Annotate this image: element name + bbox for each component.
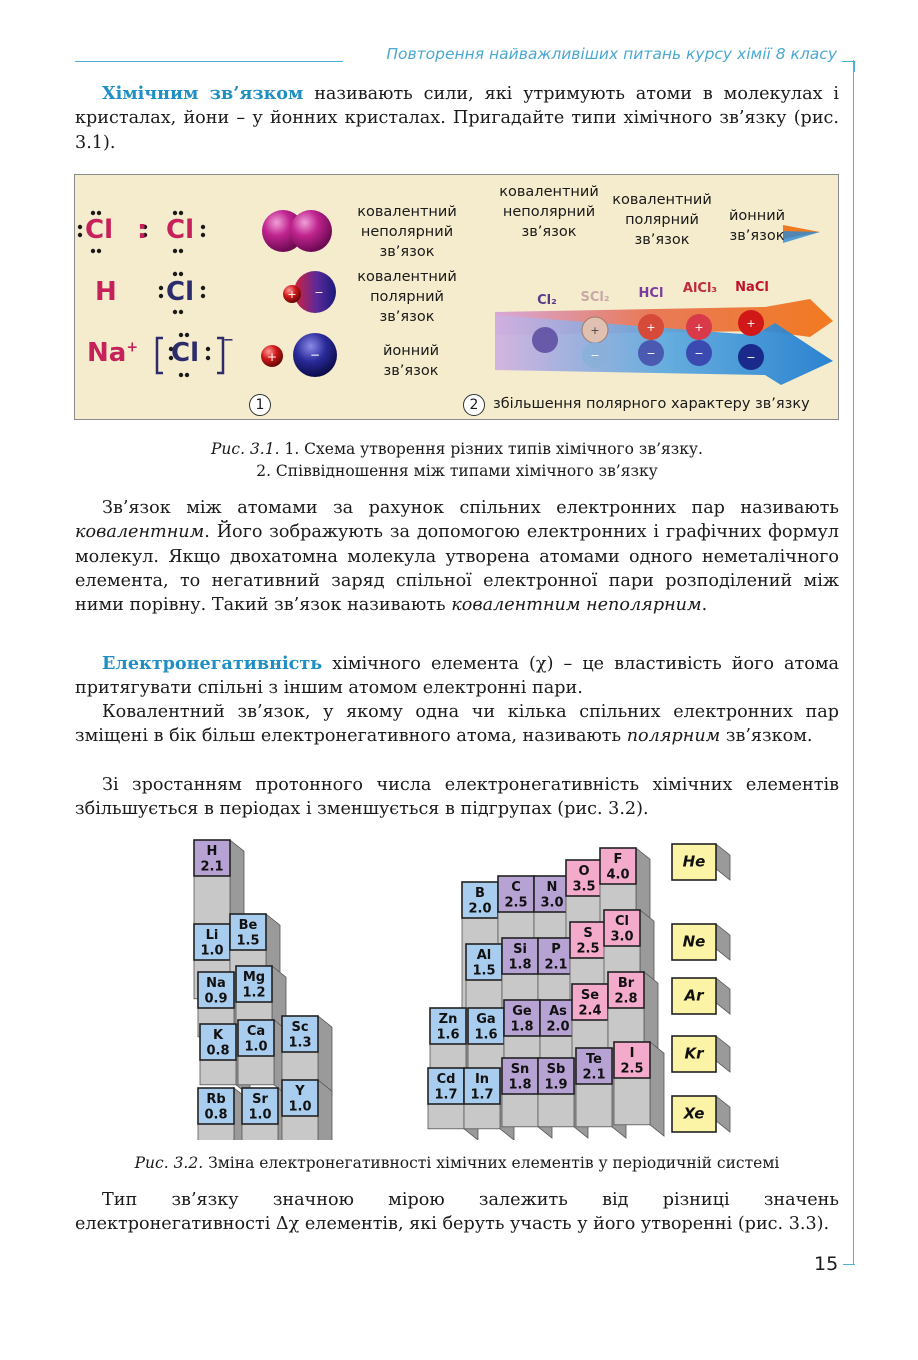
formula-cl-ion: Cl bbox=[171, 338, 199, 368]
electronegativity-value: 1.8 bbox=[510, 1019, 534, 1035]
element-symbol: Kr bbox=[684, 1044, 704, 1063]
term-electronegativity: Електронегативність bbox=[102, 653, 323, 674]
header-ionic: йонний зв’язок bbox=[728, 208, 786, 244]
nonpolar-molecule-model bbox=[262, 210, 332, 252]
element-symbol: Sc bbox=[291, 1020, 309, 1036]
electronegativity-value: 2.0 bbox=[468, 901, 492, 917]
paragraph-trend bbox=[75, 773, 839, 822]
electronegativity-value: 1.6 bbox=[474, 1027, 498, 1043]
svg-text:+: + bbox=[694, 321, 704, 334]
element-symbol: Sr bbox=[252, 1092, 268, 1108]
paragraph-text: Зв’язок між атомами за рахунок спільних електронних пар називають bbox=[102, 498, 839, 518]
element-symbol: C bbox=[511, 880, 521, 896]
electronegativity-value: 3.0 bbox=[610, 929, 634, 945]
svg-text:+: + bbox=[590, 324, 600, 337]
formula-na-charge: + bbox=[126, 339, 139, 356]
element-symbol: Cd bbox=[436, 1072, 456, 1088]
electronegativity-value: 0.8 bbox=[204, 1107, 228, 1123]
electronegativity-value: 2.0 bbox=[546, 1019, 570, 1035]
colon-separator: : bbox=[137, 215, 148, 245]
electronegativity-value: 1.6 bbox=[436, 1027, 460, 1043]
electronegativity-value: 1.5 bbox=[472, 963, 496, 979]
element-symbol: Na bbox=[206, 976, 226, 992]
header-polar: ковалентний полярний зв’язок bbox=[612, 192, 712, 248]
margin-rule bbox=[853, 60, 854, 1265]
cube-ca bbox=[238, 1020, 288, 1096]
electronegativity-value: 2.5 bbox=[620, 1061, 644, 1077]
formula-cl-b: Cl bbox=[166, 215, 194, 245]
electronegativity-value: 1.9 bbox=[544, 1077, 568, 1093]
element-symbol: S bbox=[583, 926, 593, 942]
electronegativity-value: 1.3 bbox=[288, 1035, 312, 1051]
electronegativity-value: 0.9 bbox=[204, 991, 228, 1007]
paragraph-text: Ковалентний зв’язок, у якому одна чи кілька спільних електронних пар зміщені в бік більш електронегативного атома, називають bbox=[75, 702, 839, 747]
electronegativity-value: 2.5 bbox=[576, 941, 600, 957]
electronegativity-value: 1.0 bbox=[200, 943, 224, 959]
element-symbol: Ge bbox=[512, 1004, 532, 1020]
element-symbol: Ga bbox=[476, 1012, 496, 1028]
element-symbol: Zn bbox=[438, 1012, 458, 1028]
electronegativity-value: 1.2 bbox=[242, 985, 266, 1001]
caption-prefix: Рис. 3.1. bbox=[211, 440, 280, 458]
cube-xe bbox=[672, 1096, 730, 1132]
element-symbol: Br bbox=[617, 976, 635, 992]
electronegativity-value: 0.8 bbox=[206, 1043, 230, 1059]
paragraph-text: . Його зображують за допомогою електронних і графічних формул молекул. Якщо двохатомна молекула утворена атомами одного неметалічного елемента, то негативний заряд спільної електронної пари розподілений між ними порівну. Такий зв’язок називають bbox=[75, 522, 839, 616]
electronegativity-value: 2.8 bbox=[614, 991, 638, 1007]
caption-line-2: 2. Співвідношення між типами хімічного зв’язку bbox=[256, 462, 658, 480]
element-symbol: N bbox=[546, 880, 558, 896]
electronegativity-value: 3.0 bbox=[540, 895, 564, 911]
compound-alcl3: AlCl₃ bbox=[682, 281, 718, 296]
element-symbol: In bbox=[474, 1072, 490, 1088]
element-symbol: Be bbox=[238, 918, 258, 934]
compound-cl2: Cl₂ bbox=[537, 293, 557, 308]
electronegativity-value: 2.5 bbox=[504, 895, 528, 911]
compound-nacl: NaCl bbox=[735, 280, 769, 295]
caption-figure-3-1 bbox=[75, 438, 839, 482]
cube-rb bbox=[198, 1088, 248, 1140]
caption-text: Зміна електронегативності хімічних елементів у періодичній системі bbox=[203, 1154, 780, 1172]
element-symbol: He bbox=[682, 852, 706, 871]
svg-text:+: + bbox=[646, 321, 656, 334]
label-nonpolar: ковалентний неполярний зв’язок bbox=[357, 204, 457, 260]
paragraph-text: називають сили, які утримують атоми в молекулах і кристалах, йони – у йонних кристалах. Пригадайте типи хімічного зв’язку (рис. 3.1). bbox=[75, 84, 839, 153]
element-symbol: Ar bbox=[684, 986, 704, 1005]
paragraph-text: хімічного елемента (χ) – це властивість його атома притягувати спільні з іншим атомом електронні пари. bbox=[75, 654, 839, 699]
element-symbol: Al bbox=[476, 948, 492, 964]
formula-h: H bbox=[95, 277, 117, 307]
cube-ar bbox=[672, 978, 730, 1014]
running-head bbox=[75, 40, 855, 70]
header-rule bbox=[75, 61, 343, 62]
svg-text:−: − bbox=[314, 286, 324, 299]
element-symbol: O bbox=[578, 864, 590, 880]
element-symbol: B bbox=[475, 886, 485, 902]
element-symbol: Y bbox=[295, 1084, 305, 1100]
label-polar: ковалентний полярний зв’язок bbox=[357, 269, 457, 325]
term-covalent: ковалентним bbox=[75, 522, 205, 543]
electronegativity-value: 1.7 bbox=[434, 1087, 458, 1103]
paragraph-text: Зі зростанням протонного числа електронегативність хімічних елементів збільшується в періодах і зменшується в підгрупах (рис. 3.2). bbox=[75, 775, 839, 820]
element-symbol: F bbox=[613, 852, 623, 868]
formula-na bbox=[87, 338, 138, 368]
paragraph-polar bbox=[75, 700, 839, 749]
compound-hcl: HCl bbox=[638, 286, 664, 301]
electronegativity-value: 1.0 bbox=[244, 1039, 268, 1055]
electronegativity-value: 1.0 bbox=[288, 1099, 312, 1115]
page-number-mark bbox=[843, 1264, 855, 1265]
ionic-model bbox=[261, 333, 337, 377]
paragraph-electronegativity bbox=[75, 652, 839, 701]
svg-text:−: − bbox=[746, 351, 756, 364]
element-symbol: Mg bbox=[242, 970, 266, 986]
panel-number-1: 1 bbox=[249, 394, 271, 416]
formula-cl-c: Cl bbox=[166, 277, 194, 307]
svg-text:+: + bbox=[287, 288, 297, 301]
element-symbol: P bbox=[551, 942, 561, 958]
element-symbol: Rb bbox=[206, 1092, 226, 1108]
svg-text:−: − bbox=[694, 347, 704, 360]
element-symbol: Li bbox=[205, 928, 219, 944]
formula-na-symbol: Na bbox=[87, 338, 127, 368]
electronegativity-value: 2.4 bbox=[578, 1003, 602, 1019]
svg-text:−: − bbox=[309, 348, 321, 362]
caption-figure-3-2 bbox=[75, 1152, 839, 1174]
figure-3-2-drawing bbox=[180, 834, 740, 1140]
figure-3-1 bbox=[74, 174, 839, 420]
paragraph-chemical-bond bbox=[75, 82, 839, 155]
electronegativity-value: 1.0 bbox=[248, 1107, 272, 1123]
element-symbol: H bbox=[206, 844, 218, 860]
electronegativity-value: 1.7 bbox=[470, 1087, 494, 1103]
element-symbol: Sn bbox=[510, 1062, 530, 1078]
caption-prefix: Рис. 3.2. bbox=[134, 1154, 204, 1172]
element-symbol: Se bbox=[580, 988, 600, 1004]
electronegativity-value: 2.1 bbox=[544, 957, 568, 973]
cube-kr bbox=[672, 1036, 730, 1072]
term-polar: полярним bbox=[626, 726, 721, 747]
element-symbol: As bbox=[549, 1004, 567, 1020]
page-number: 15 bbox=[814, 1253, 839, 1275]
polar-molecule-model bbox=[283, 271, 336, 313]
paragraph-text: Тип зв’язку значною мірою залежить від різниці значень електронегативності Δχ елементів, які беруть участь у його утворенні (рис. 3.3). bbox=[75, 1190, 839, 1235]
element-symbol: I bbox=[629, 1046, 635, 1062]
caption-line-1-text: 1. Схема утворення різних типів хімічного зв’язку. bbox=[279, 440, 703, 458]
electronegativity-value: 3.5 bbox=[572, 879, 596, 895]
element-symbol: K bbox=[212, 1028, 224, 1044]
svg-text:−: − bbox=[590, 349, 600, 362]
element-symbol: Te bbox=[586, 1052, 602, 1068]
paragraph-bond-type bbox=[75, 1188, 839, 1237]
compound-scl2: SCl₂ bbox=[580, 290, 610, 305]
svg-text:+: + bbox=[746, 317, 756, 330]
header-nonpolar: ковалентний неполярний зв’язок bbox=[499, 184, 599, 240]
cube-y bbox=[282, 1080, 332, 1140]
cube-ne bbox=[672, 924, 730, 960]
electronegativity-value: 2.1 bbox=[582, 1067, 606, 1083]
paragraph-text: . bbox=[701, 595, 708, 616]
paragraph-covalent bbox=[75, 496, 839, 617]
formula-cl-ion-charge: − bbox=[223, 333, 234, 348]
caption-line-1 bbox=[75, 438, 839, 460]
element-symbol: Xe bbox=[683, 1104, 705, 1123]
electronegativity-value: 1.8 bbox=[508, 1077, 532, 1093]
polarity-footer: збільшення полярного характеру зв’язку bbox=[493, 396, 810, 412]
electronegativity-value: 1.5 bbox=[236, 933, 260, 949]
svg-text:−: − bbox=[646, 347, 656, 360]
element-symbol: Ne bbox=[682, 932, 706, 951]
element-symbol: Ca bbox=[246, 1024, 266, 1040]
label-ionic: йонний зв’язок bbox=[382, 343, 440, 379]
electronegativity-value: 1.8 bbox=[508, 957, 532, 973]
cube-he bbox=[672, 844, 730, 880]
electronegativity-value: 4.0 bbox=[606, 867, 630, 883]
formula-cl-a: Cl bbox=[85, 215, 113, 245]
cube-i bbox=[614, 1042, 664, 1136]
element-symbol: Sb bbox=[546, 1062, 566, 1078]
term-covalent-nonpolar: ковалентним неполярним bbox=[451, 595, 702, 616]
element-symbol: Cl bbox=[615, 914, 629, 930]
term-chemical-bond: Хімічним зв’язком bbox=[102, 83, 304, 104]
panel-number-2: 2 bbox=[463, 394, 485, 416]
element-symbol: Si bbox=[513, 942, 527, 958]
svg-text:+: + bbox=[266, 350, 278, 364]
electronegativity-value: 2.1 bbox=[200, 859, 224, 875]
running-head-title: Повторення найважливіших питань курсу хімії 8 класу bbox=[386, 45, 837, 63]
paragraph-text: зв’язком. bbox=[720, 726, 813, 747]
